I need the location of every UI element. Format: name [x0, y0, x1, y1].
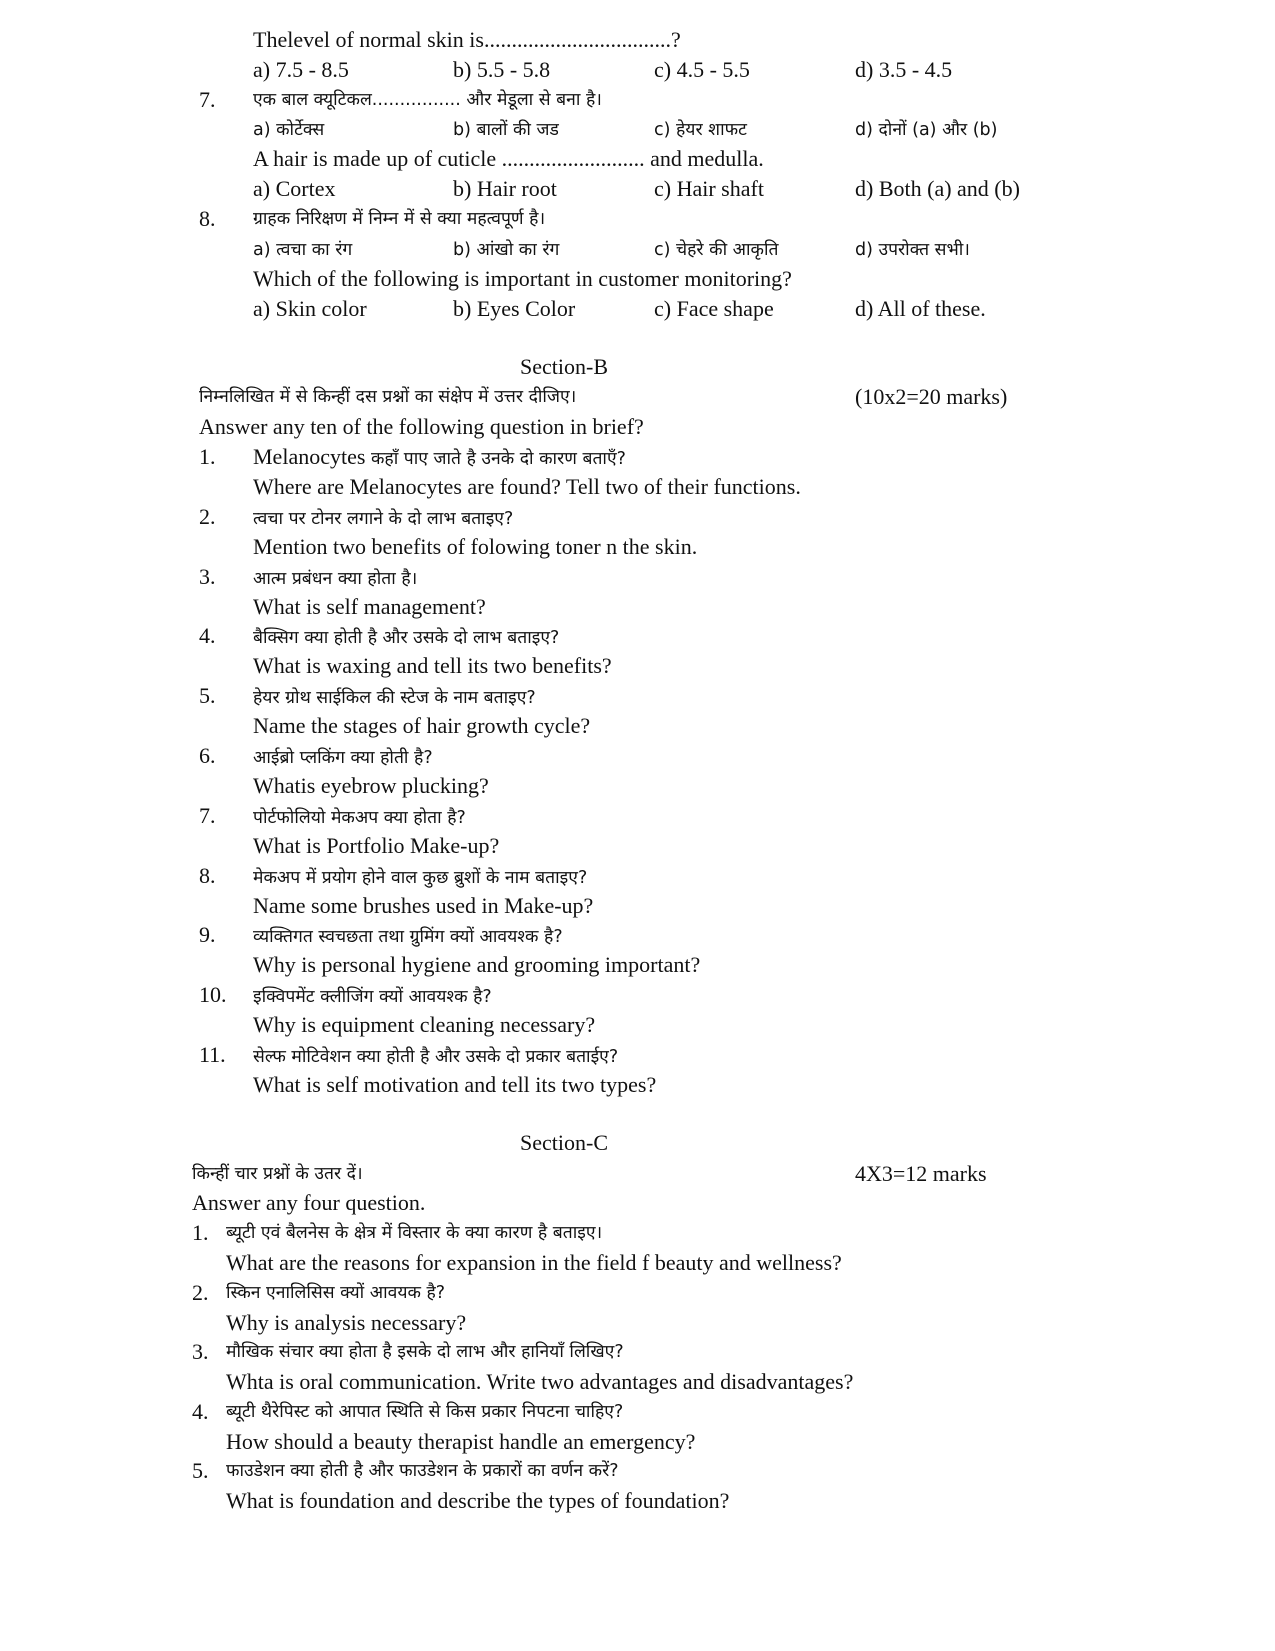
- section-b-question-hi-text: इक्विपमेंट क्लीजिंग क्यों आवयश्क है?: [253, 987, 492, 1008]
- q8-option-c-en: c) Face shape: [654, 296, 774, 321]
- q6-option-c: c) 4.5 - 5.5: [654, 57, 750, 82]
- q6-option-a: a) 7.5 - 8.5: [253, 57, 349, 82]
- section-b-question-hi-text: हेयर ग्रोथ साईकिल की स्टेज के नाम बताइए?: [253, 688, 536, 709]
- q6-option-b: b) 5.5 - 5.8: [453, 57, 551, 82]
- section-b-question-number: 6.: [199, 743, 216, 768]
- section-b-question-number: 2.: [199, 503, 216, 529]
- section-c-question-number: 5.: [192, 1458, 209, 1484]
- section-b-question-hi: [253, 921, 563, 951]
- section-b-question-number: 4.: [199, 623, 216, 649]
- section-c-question-hi: ब्यूटी थैरेपिस्ट को आपात स्थिति से किस प्रकार निपटना चाहिए?: [226, 1401, 624, 1422]
- section-b-instruction-hi: निम्नलिखित में से किन्हीं दस प्रश्नों का संक्षेप में उत्तर दीजिए।: [199, 387, 577, 407]
- q8-option-d-en: d) All of these.: [855, 296, 986, 321]
- q7-text-en: A hair is made up of cuticle .......................... and medulla.: [253, 146, 764, 171]
- section-b-question-hi: [253, 443, 626, 473]
- section-b-question-en: What is self motivation and tell its two types?: [253, 1072, 657, 1097]
- section-b-question-en: What is waxing and tell its two benefits?: [253, 653, 612, 679]
- section-c-question-en: What are the reasons for expansion in the field f beauty and wellness?: [226, 1250, 842, 1275]
- section-b-question-en: Mention two benefits of folowing toner n the skin.: [253, 533, 698, 559]
- q8-option-a-hi: a) त्वचा का रंग: [253, 240, 353, 260]
- section-c-question-hi: फाउडेशन क्या होती है और फाउडेशन के प्रकारों का वर्णन करें?: [226, 1461, 619, 1482]
- section-b-question-number: 5.: [199, 683, 216, 709]
- q7-option-a-hi: a) कोर्टेक्स: [253, 120, 325, 140]
- section-b-question-hi-text: आत्म प्रबंधन क्या होता है।: [253, 568, 418, 589]
- section-c-question-number: 2.: [192, 1279, 209, 1305]
- q7-text-hi: एक बाल क्यूटिकल................ और मेडूला से बना है।: [253, 90, 602, 110]
- section-b-question-hi: [253, 563, 417, 593]
- section-b-question-en: Why is equipment cleaning necessary?: [253, 1012, 596, 1038]
- section-c-question-en: How should a beauty therapist handle an emergency?: [226, 1428, 696, 1454]
- q8-option-b-en: b) Eyes Color: [453, 296, 576, 321]
- section-b-question-hi-text: बैक्सिग क्या होती है और उसके दो लाभ बताइए?: [253, 628, 560, 649]
- section-c-instruction-hi: किन्हीं चार प्रश्नों के उतर दें।: [192, 1164, 363, 1184]
- section-b-question-number: 7.: [199, 802, 216, 828]
- section-b-question-hi: [253, 802, 466, 832]
- section-b-question-hi: [253, 1041, 618, 1071]
- q8-option-b-hi: b) आंखो का रंग: [453, 240, 560, 260]
- q7-option-b-hi: b) बालों की जड: [453, 120, 559, 140]
- section-b-question-hi: [253, 503, 513, 533]
- section-c-question-number: 4.: [192, 1398, 209, 1424]
- section-b-question-hi-text: आईब्रो प्लकिंग क्या होती है?: [253, 748, 433, 768]
- section-c-instruction-en: Answer any four question.: [192, 1190, 426, 1215]
- section-c-title: Section-C: [520, 1130, 608, 1155]
- q7-option-c-en: c) Hair shaft: [654, 176, 764, 201]
- q8-option-a-en: a) Skin color: [253, 296, 367, 321]
- section-b-title: Section-B: [520, 354, 608, 379]
- section-b-question-hi: [253, 622, 559, 652]
- section-b-question-en: Name some brushes used in Make-up?: [253, 892, 594, 918]
- section-b-question-number: 11.: [199, 1042, 226, 1067]
- q8-text-hi: ग्राहक निरिक्षण में निम्न में से क्या महत्वपूर्ण है।: [253, 209, 546, 229]
- section-c-question-en: Whta is oral communication. Write two advantages and disadvantages?: [226, 1369, 854, 1395]
- section-b-question-hi: [253, 742, 433, 772]
- section-c-question-hi: मौखिक संचार क्या होता है इसके दो लाभ और हानियाँ लिखिए?: [226, 1342, 624, 1363]
- section-c-question-hi: स्किन एनालिसिस क्यों आवयक है?: [226, 1282, 446, 1303]
- section-b-question-hi-text: कहाँ पाए जाते है उनके दो कारण बताएँ?: [365, 449, 626, 469]
- section-b-question-en: Whatis eyebrow plucking?: [253, 773, 489, 798]
- section-c-question-en: Why is analysis necessary?: [226, 1309, 467, 1335]
- q8-text-en: Which of the following is important in customer monitoring?: [253, 266, 792, 291]
- q7-number: 7.: [199, 87, 216, 112]
- section-b-question-en: What is self management?: [253, 593, 486, 619]
- section-b-instruction-en: Answer any ten of the following question in brief?: [199, 414, 644, 439]
- q7-option-d-en: d) Both (a) and (b): [855, 176, 1020, 201]
- section-b-question-en: What is Portfolio Make-up?: [253, 832, 500, 858]
- section-b-question-hi-text: पोर्टफोलियो मेकअप क्या होता है?: [253, 807, 466, 828]
- section-b-question-hi: [253, 981, 492, 1011]
- q7-option-c-hi: c) हेयर शाफट: [654, 120, 747, 140]
- section-b-question-number: 3.: [199, 563, 216, 589]
- section-b-question-en: Why is personal hygiene and grooming important?: [253, 952, 701, 978]
- q7-option-b-en: b) Hair root: [453, 176, 557, 201]
- q8-option-d-hi: d) उपरोक्त सभी।: [855, 240, 970, 260]
- q7-option-a-en: a) Cortex: [253, 176, 336, 201]
- q6-option-d: d) 3.5 - 4.5: [855, 57, 953, 82]
- section-b-question-hi-text: मेकअप में प्रयोग होने वाल कुछ ब्रुशों के नाम बताइए?: [253, 867, 588, 888]
- q6-text-en: Thelevel of normal skin is..................................?: [253, 27, 681, 52]
- section-b-marks: (10x2=20 marks): [855, 384, 1008, 409]
- section-b-question-hi-text: व्यक्तिगत स्वचछता तथा ग्रुमिंग क्यों आवयश्क है?: [253, 927, 563, 948]
- q7-option-d-hi: d) दोनों (a) और (b): [855, 120, 998, 140]
- section-b-question-en: Name the stages of hair growth cycle?: [253, 713, 591, 739]
- section-b-question-hi: [253, 862, 587, 892]
- section-b-question-hi-text: त्वचा पर टोनर लगाने के दो लाभ बताइए?: [253, 508, 514, 529]
- section-b-question-hi: [253, 682, 536, 712]
- section-b-question-en: Where are Melanocytes are found? Tell two of their functions.: [253, 474, 801, 499]
- section-c-question-number: 1.: [192, 1220, 209, 1245]
- section-c-question-en: What is foundation and describe the types of foundation?: [226, 1488, 730, 1514]
- section-c-question-hi: ब्यूटी एवं बैलनेस के क्षेत्र में विस्तार के क्या कारण है बताइए।: [226, 1223, 603, 1243]
- section-b-question-number: 9.: [199, 922, 216, 948]
- section-b-question-hi-text: सेल्फ मोटिवेशन क्या होती है और उसके दो प्रकार बताईए?: [253, 1047, 619, 1067]
- section-b-question-number: 8.: [199, 862, 216, 888]
- section-b-question-number: 10.: [199, 982, 227, 1008]
- q8-option-c-hi: c) चेहरे की आकृति: [654, 240, 779, 260]
- section-c-marks: 4X3=12 marks: [855, 1161, 987, 1186]
- section-b-question-hi-prefix: Melanocytes: [253, 444, 366, 469]
- section-b-question-number: 1.: [199, 444, 216, 469]
- q8-number: 8.: [199, 206, 216, 231]
- section-c-question-number: 3.: [192, 1339, 209, 1365]
